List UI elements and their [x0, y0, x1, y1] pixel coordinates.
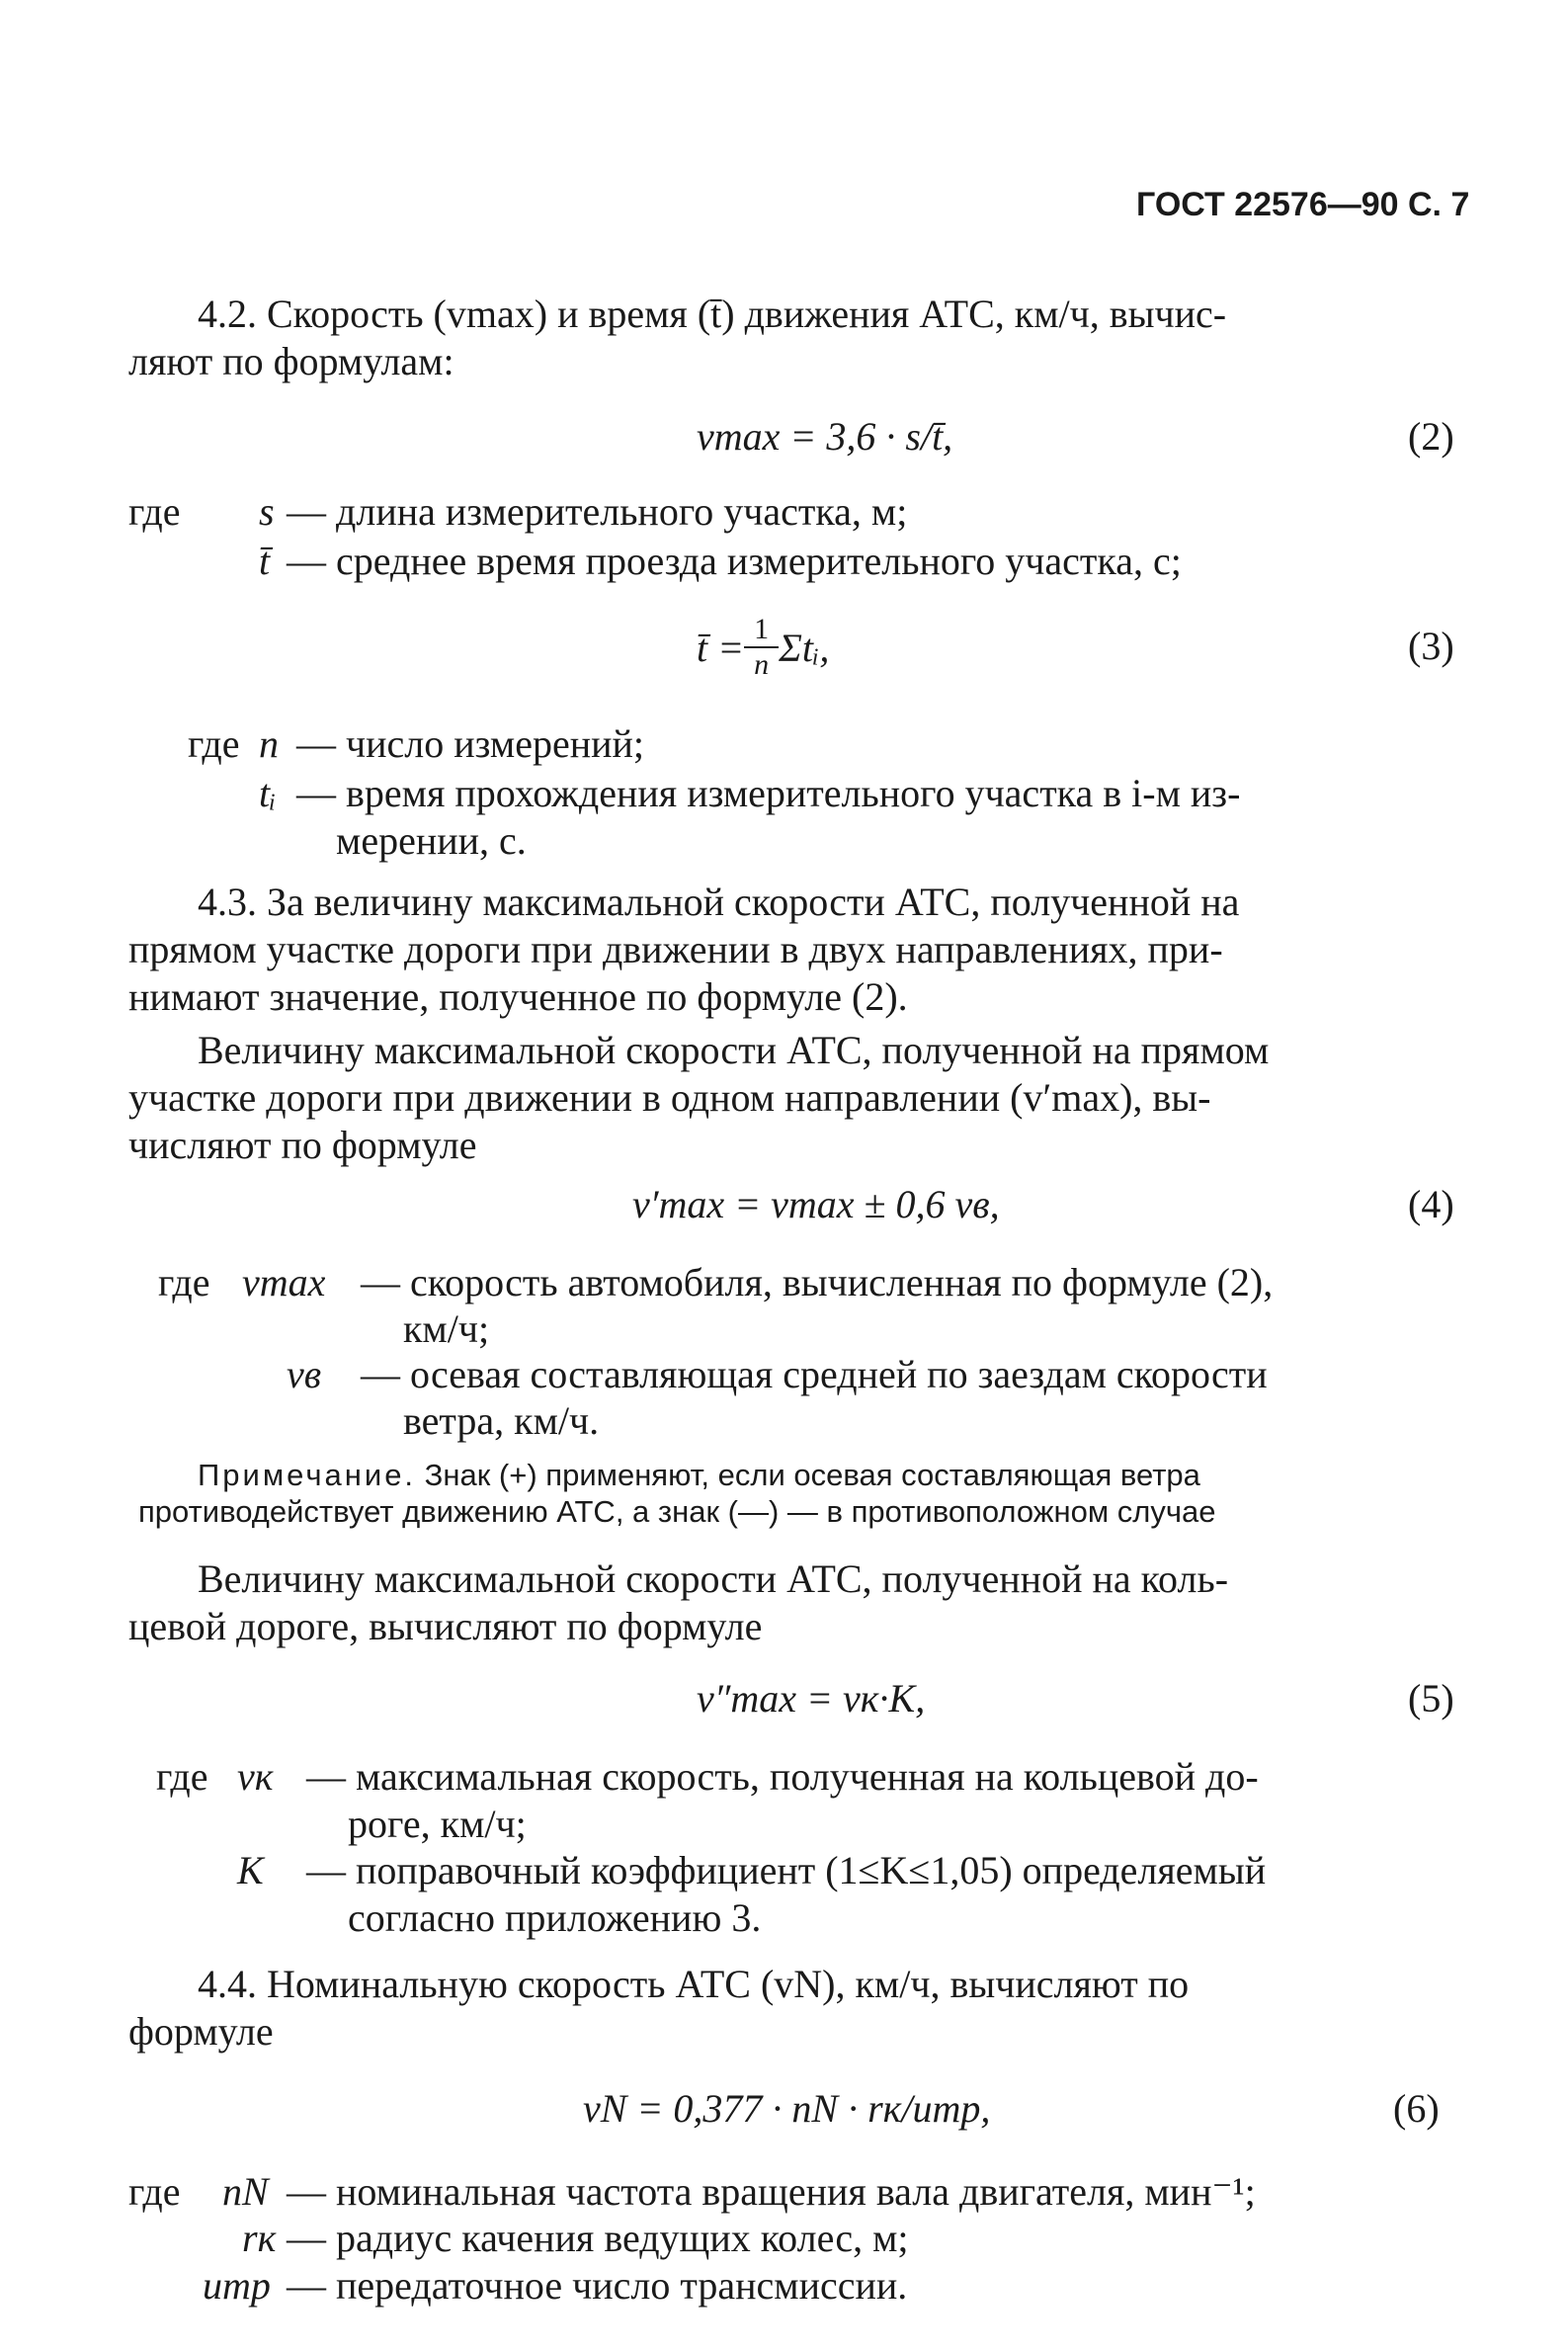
note-label: Примечание. [198, 1458, 417, 1492]
symbol-vmax: vmax [242, 1260, 326, 1304]
formula-2-number: (2) [1408, 414, 1454, 459]
symbol-utr: uтр [203, 2263, 271, 2308]
definition-rk: — радиус качения ведущих колес, м; [287, 2216, 909, 2260]
where-label: где [128, 489, 181, 534]
symbol-n: n [259, 721, 279, 766]
section-4-3-line1: 4.3. За величину максимальной скорости АТС, полученной на [198, 880, 1240, 924]
formula-6-number: (6) [1393, 2086, 1440, 2131]
symbol-K: K [237, 1848, 264, 1892]
definition-K-line2: согласно приложению 3. [348, 1895, 762, 1940]
formula-3-lhs: t̄ = [697, 625, 745, 670]
definition-vv-line2: ветра, км/ч. [403, 1398, 600, 1443]
note-line1 [198, 1456, 1200, 1495]
section-4-3-line2: прямом участке дороги при движении в двух направлениях, при- [128, 927, 1223, 971]
formula-2: vmax = 3,6 · s/t̄, [697, 414, 953, 459]
formula-3-numerator: 1 [744, 613, 779, 648]
definition-vmax-line1: — скорость автомобиля, вычисленная по формуле (2), [361, 1260, 1274, 1304]
section-4-4-line1: 4.4. Номинальную скорость АТС (vN), км/ч, вычисляют по [198, 1962, 1190, 2006]
note-line2: противодействует движению АТС, а знак (—) — в противоположном случае [138, 1494, 1216, 1529]
definition-ti-line2: мерении, с. [336, 818, 527, 863]
where-label: где [156, 1754, 208, 1799]
definition-nN: — номинальная частота вращения вала двигателя, мин⁻¹; [287, 2169, 1256, 2214]
para-ring-line1: Величину максимальной скорости АТС, полученной на коль- [198, 1556, 1229, 1601]
definition-s: — длина измерительного участка, м; [287, 489, 908, 534]
symbol-nN: nN [222, 2169, 269, 2214]
section-4-2-line2: ляют по формулам: [128, 339, 454, 383]
definition-K-line1: — поправочный коэффициент (1≤K≤1,05) определяемый [306, 1848, 1267, 1892]
section-4-4-line2: формуле [128, 2009, 274, 2054]
section-4-3-line3: нимают значение, полученное по формуле (2). [128, 974, 908, 1019]
para-one-direction-line1: Величину максимальной скорости АТС, полученной на прямом [198, 1028, 1270, 1072]
formula-6: vN = 0,377 · nN · rк/uтр, [583, 2086, 991, 2131]
formula-3-rhs: Σtᵢ, [779, 625, 830, 670]
formula-3 [697, 613, 829, 682]
formula-5-number: (5) [1408, 1676, 1454, 1721]
definition-vk-line1: — максимальная скорость, полученная на кольцевой до- [306, 1754, 1259, 1799]
where-label: где [188, 721, 240, 766]
symbol-s: s [259, 489, 275, 534]
page-header: ГОСТ 22576—90 С. 7 [1136, 186, 1470, 223]
where-label: где [128, 2169, 181, 2214]
formula-4: v′max = vmax ± 0,6 vв, [632, 1182, 1000, 1226]
symbol-vv: vв [287, 1352, 322, 1396]
definition-vk-line2: роге, км/ч; [348, 1802, 527, 1846]
para-one-direction-line2: участке дороги при движении в одном направлении (v′max), вы- [128, 1075, 1211, 1120]
para-one-direction-line3: числяют по формуле [128, 1123, 477, 1167]
definition-ti-line1: — время прохождения измерительного участка в i-м из- [296, 771, 1241, 815]
formula-5: v″max = vк·K, [697, 1676, 926, 1721]
where-label: где [158, 1260, 210, 1304]
formula-4-number: (4) [1408, 1182, 1454, 1226]
note-text-line1: Знак (+) применяют, если осевая составляющая ветра [424, 1458, 1200, 1492]
definition-t: — среднее время проезда измерительного участка, с; [287, 539, 1182, 583]
symbol-rk: rк [242, 2216, 277, 2260]
definition-vv-line1: — осевая составляющая средней по заездам скорости [361, 1352, 1268, 1396]
symbol-vk: vк [237, 1754, 274, 1799]
symbol-t: t̄ [259, 539, 271, 583]
definition-n: — число измерений; [296, 721, 645, 766]
para-ring-line2: цевой дороге, вычисляют по формуле [128, 1604, 763, 1648]
formula-3-number: (3) [1408, 624, 1454, 668]
formula-3-fraction [744, 613, 779, 682]
section-4-2-line1: 4.2. Скорость (vmax) и время (t̄) движения АТС, км/ч, вычис- [198, 292, 1227, 336]
formula-3-denominator: n [754, 648, 770, 681]
symbol-ti: tᵢ [259, 771, 277, 815]
definition-utr: — передаточное число трансмиссии. [287, 2263, 908, 2308]
definition-vmax-line2: км/ч; [403, 1306, 490, 1351]
